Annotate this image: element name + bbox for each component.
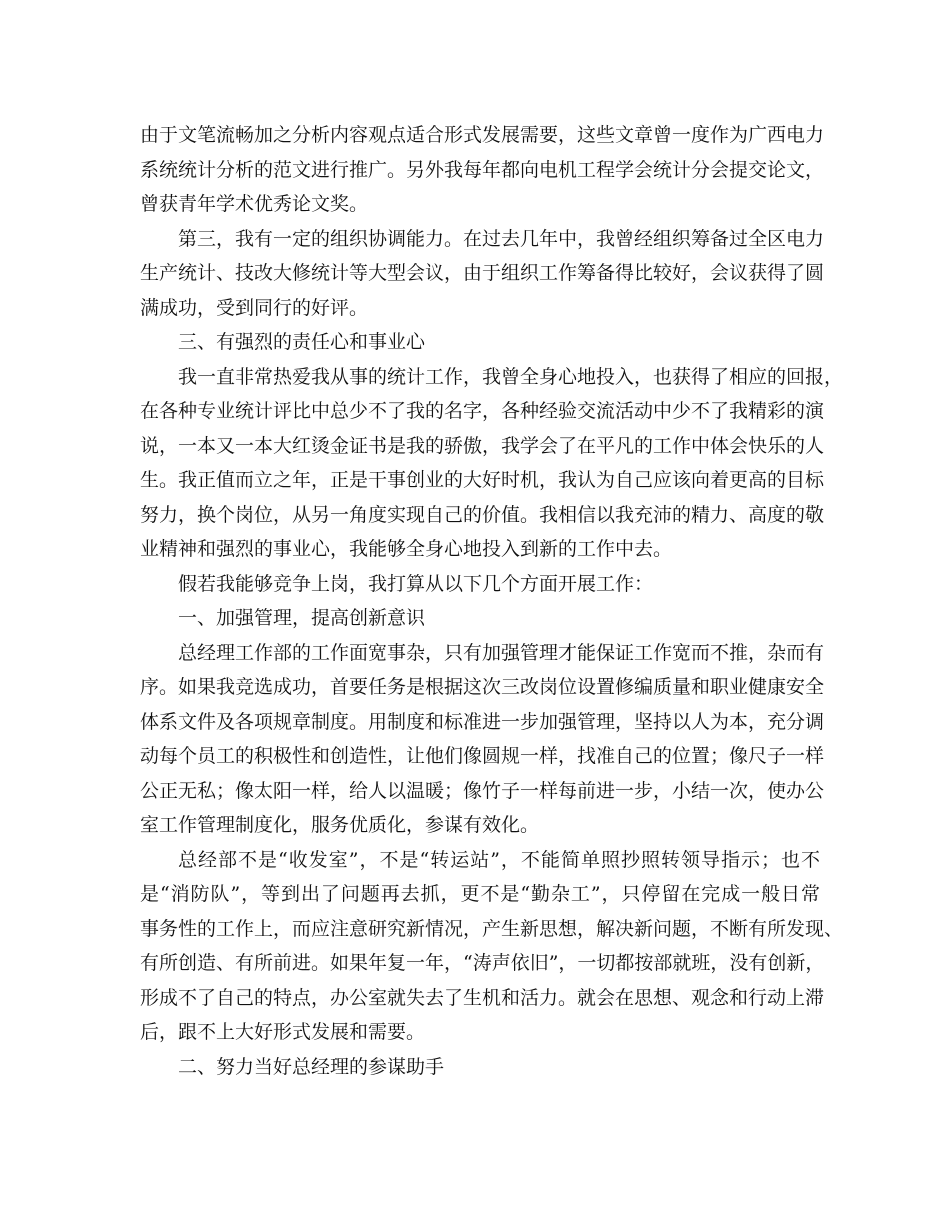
paragraph <box>140 601 820 636</box>
text-line: 由于文笔流畅加之分析内容观点适合形式发展需要，这些文章曾一度作为广西电力 <box>140 124 825 146</box>
text-line: 生。我正值而立之年，正是干事创业的大好时机，我认为自己应该向着更高的目标 <box>140 469 825 491</box>
text-line: 二、努力当好总经理的参谋助手 <box>178 1055 445 1078</box>
text-line: 动每个员工的积极性和创造性，让他们像圆规一样，找准自己的位置；像尺子一样 <box>140 745 825 767</box>
paragraph <box>140 325 820 360</box>
paragraph <box>140 118 825 222</box>
text-line: 总经理工作部的工作面宽事杂，只有加强管理才能保证工作宽而不推，杂而有 <box>178 641 825 664</box>
text-line: 在各种专业统计评比中总少不了我的名字，各种经验交流活动中少不了我精彩的演 <box>140 400 825 422</box>
text-line: 室工作管理制度化，服务优质化，参谋有效化。 <box>140 814 540 836</box>
paragraph <box>140 843 844 1050</box>
text-line: 体系文件及各项规章制度。用制度和标准进一步加强管理，坚持以人为本，充分调 <box>140 710 825 733</box>
text-line: 事务性的工作上，而应注意研究新情况，产生新思想，解决新问题，不断有所发现、 <box>140 917 844 940</box>
paragraph <box>140 360 844 567</box>
text-line: 生产统计、技改大修统计等大型会议，由于组织工作筹备得比较好，会议获得了圆 <box>140 262 825 284</box>
text-line: 第三，我有一定的组织协调能力。在过去几年中，我曾经组织筹备过全区电力 <box>178 227 825 250</box>
document-body <box>140 118 844 1084</box>
text-line: 后，跟不上大好形式发展和需要。 <box>140 1021 426 1043</box>
text-line: 曾获青年学术优秀论文奖。 <box>140 193 369 215</box>
text-line: 说，一本又一本大红烫金证书是我的骄傲，我学会了在平凡的工作中体会快乐的人 <box>140 434 825 457</box>
text-line: 业精神和强烈的事业心，我能够全身心地投入到新的工作中去。 <box>140 538 673 560</box>
text-line: 有所创造、有所前进。如果年复一年，“涛声依旧”，一切都按部就班，没有创新， <box>140 952 825 974</box>
paragraph <box>140 1050 820 1085</box>
text-line: 形成不了自己的特点，办公室就失去了生机和活力。就会在思想、观念和行动上滞 <box>140 986 825 1009</box>
text-line: 序。如果我竞选成功，首要任务是根据这次三改岗位设置修编质量和职业健康安全 <box>140 676 825 698</box>
paragraph <box>140 636 825 843</box>
text-line: 三、有强烈的责任心和事业心 <box>178 331 426 353</box>
text-line: 系统统计分析的范文进行推广。另外我每年都向电机工程学会统计分会提交论文， <box>140 158 825 181</box>
text-line: 努力，换个岗位，从另一角度实现自己的价值。我相信以我充沛的精力、高度的敬 <box>140 503 825 526</box>
paragraph <box>140 222 825 326</box>
text-line: 一、加强管理，提高创新意识 <box>178 607 426 629</box>
text-line: 满成功，受到同行的好评。 <box>140 296 369 319</box>
text-line: 是“消防队”，等到出了问题再去抓，更不是“勤杂工”，只停留在完成一般日常 <box>140 883 820 905</box>
paragraph <box>140 567 820 602</box>
text-line: 公正无私；像太阳一样，给人以温暖；像竹子一样每前进一步，小结一次，使办公 <box>140 779 825 802</box>
text-line: 总经部不是“收发室”，不是“转运站”，不能简单照抄照转领导指示；也不 <box>178 848 820 871</box>
text-line: 我一直非常热爱我从事的统计工作，我曾全身心地投入，也获得了相应的回报， <box>178 365 844 388</box>
text-line: 假若我能够竞争上岗，我打算从以下几个方面开展工作： <box>178 572 654 595</box>
